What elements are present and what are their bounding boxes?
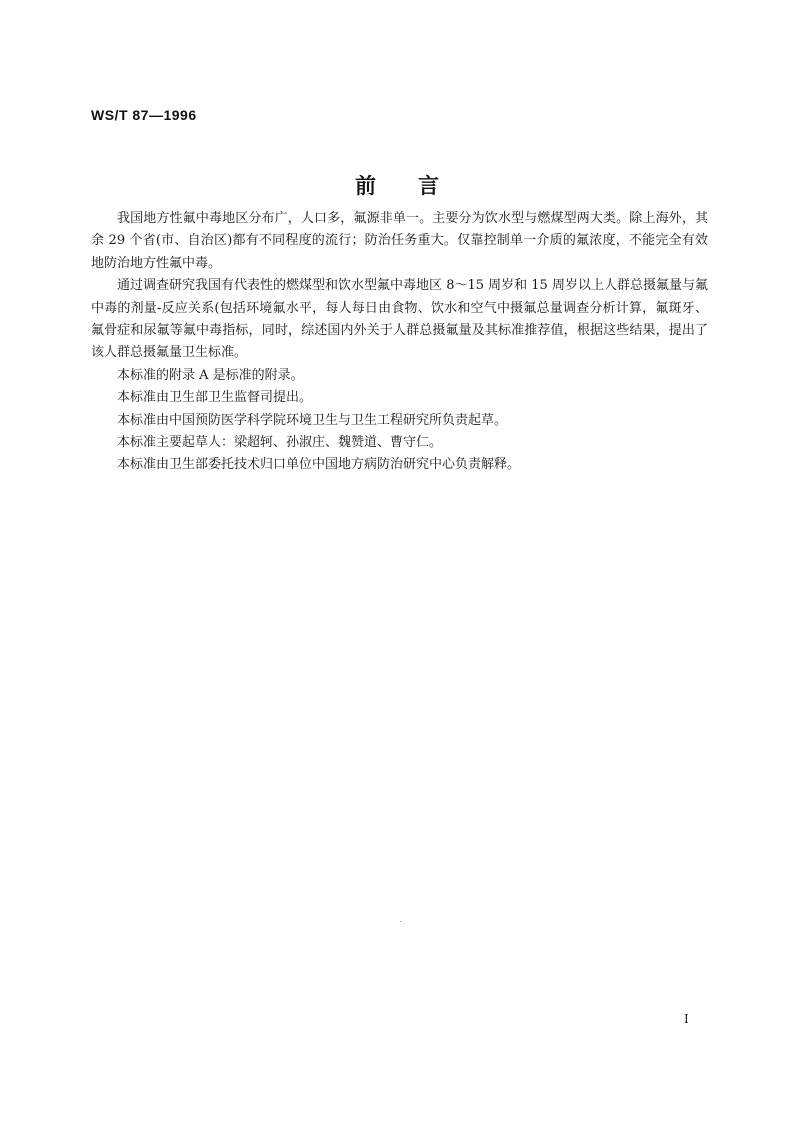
paragraph-proposer: 本标准由卫生部卫生监督司提出。 bbox=[117, 390, 313, 406]
paragraph-appendix-note: 本标准的附录 A 是标准的附录。 bbox=[117, 367, 304, 383]
paragraph-drafters: 本标准主要起草人：梁超轲、孙淑庄、魏赞道、曹守仁。 bbox=[117, 435, 443, 451]
document-code: WS/T 87—1996 bbox=[91, 107, 197, 123]
section-title: 前言 bbox=[355, 174, 481, 198]
paragraph-fluorosis-distribution: 我国地方性氟中毒地区分布广，人口多，氟源非单一。主要分为饮水型与燃煤型两大类。除上海外，其余 29 个省(市、自治区)都有不同程度的流行；防治任务重大。仅靠控制单一介质的氟浓度，不能完全有效地防治地方性氟中毒。 bbox=[91, 211, 708, 271]
paragraph-drafting-unit: 本标准由中国预防医学科学院环境卫生与卫生工程研究所负责起草。 bbox=[117, 412, 508, 428]
paragraph-research-basis: 通过调查研究我国有代表性的燃煤型和饮水型氟中毒地区 8～15 周岁和 15 周岁以上人群总摄氟量与氟中毒的剂量-反应关系(包括环境氟水平，每人每日由食物、饮水和空气中摄氟总量调查分析计算，氟斑牙、氟骨症和尿氟等氟中毒指标，同时，综述国内外关于人群总摄氟量及其标准推荐值，根据这些结果，提出了该人群总摄氟量卫生标准。 bbox=[91, 278, 708, 361]
scan-speck bbox=[400, 921, 401, 922]
foreword-body bbox=[91, 208, 708, 477]
page-number: I bbox=[684, 1012, 689, 1026]
paragraph-interpretation: 本标准由卫生部委托技术归口单位中国地方病防治研究中心负责解释。 bbox=[117, 457, 521, 473]
